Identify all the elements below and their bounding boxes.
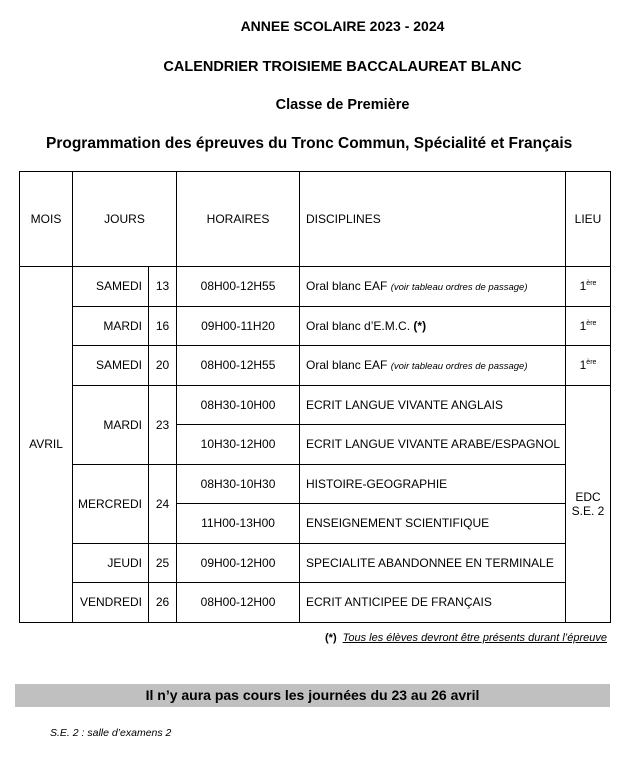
header-lieu: LIEU <box>566 172 611 267</box>
time-cell: 09H00-12H00 <box>177 543 300 583</box>
lieu-suffix: ère <box>586 359 597 367</box>
date-cell: 23 <box>149 385 177 464</box>
date-cell: 13 <box>149 267 177 307</box>
lieu-edc: EDC <box>575 489 601 504</box>
time-cell: 08H30-10H30 <box>177 464 300 504</box>
month-cell: AVRIL <box>20 267 73 623</box>
time-cell: 11H00-13H00 <box>177 504 300 544</box>
lieu-number: 1 <box>579 279 587 294</box>
day-cell: MERCREDI <box>73 464 149 543</box>
lieu-number: 1 <box>579 318 587 333</box>
lieu-se2: S.E. 2 <box>571 503 605 518</box>
time-cell: 08H30-10H00 <box>177 385 300 425</box>
discipline-text: Oral blanc EAF <box>306 279 388 294</box>
table-header-row <box>20 172 611 267</box>
school-year-title: ANNEE SCOLAIRE 2023 - 2024 <box>240 18 445 34</box>
header-horaires: HORAIRES <box>177 172 300 267</box>
header-disciplines: DISCIPLINES <box>300 172 566 267</box>
day-cell: VENDREDI <box>73 583 149 623</box>
passage-order-note: (voir tableau ordres de passage) <box>390 361 528 373</box>
date-cell: 16 <box>149 306 177 346</box>
program-title: Programmation des épreuves du Tronc Commun, Spécialité et Français <box>46 135 573 152</box>
lieu-suffix: ère <box>586 280 597 288</box>
date-cell: 26 <box>149 583 177 623</box>
discipline-text: Oral blanc EAF <box>306 358 388 373</box>
discipline-cell: ECRIT LANGUE VIVANTE ANGLAIS <box>300 385 566 425</box>
header-jours: JOURS <box>73 172 177 267</box>
lieu-cell-edc <box>566 385 611 622</box>
footnote-marker: (*) <box>325 632 337 644</box>
table-row <box>20 346 611 386</box>
class-title: Classe de Première <box>275 97 410 113</box>
date-cell: 24 <box>149 464 177 543</box>
no-class-banner: Il n’y aura pas cours les journées du 23 au 26 avril <box>15 684 610 707</box>
lieu-cell <box>566 267 611 307</box>
table-row <box>20 543 611 583</box>
time-cell: 08H00-12H55 <box>177 346 300 386</box>
lieu-number: 1 <box>579 358 587 373</box>
lieu-suffix: ère <box>586 319 597 327</box>
header-mois: MOIS <box>20 172 73 267</box>
day-cell: SAMEDI <box>73 267 149 307</box>
asterisk-marker: (*) <box>413 318 427 333</box>
passage-order-note: (voir tableau ordres de passage) <box>390 282 528 294</box>
exam-schedule-table <box>19 171 611 623</box>
discipline-cell: ENSEIGNEMENT SCIENTIFIQUE <box>300 504 566 544</box>
lieu-cell <box>566 306 611 346</box>
date-cell: 25 <box>149 543 177 583</box>
discipline-cell <box>300 267 566 307</box>
day-cell: MARDI <box>73 306 149 346</box>
time-cell: 08H00-12H55 <box>177 267 300 307</box>
discipline-cell: ECRIT LANGUE VIVANTE ARABE/ESPAGNOL <box>300 425 566 465</box>
discipline-cell: ECRIT ANTICIPEE DE FRANÇAIS <box>300 583 566 623</box>
discipline-cell <box>300 306 566 346</box>
date-cell: 20 <box>149 346 177 386</box>
calendar-title: CALENDRIER TROISIEME BACCALAUREAT BLANC <box>163 59 522 75</box>
time-cell: 10H30-12H00 <box>177 425 300 465</box>
day-cell: JEUDI <box>73 543 149 583</box>
table-row <box>20 385 611 425</box>
table-row <box>20 306 611 346</box>
se2-legend: S.E. 2 : salle d’examens 2 <box>50 727 172 739</box>
footnote-text: Tous les élèves devront être présents durant l’épreuve <box>342 632 607 644</box>
footnote <box>325 632 607 644</box>
day-cell: MARDI <box>73 385 149 464</box>
table-row <box>20 583 611 623</box>
lieu-cell <box>566 346 611 386</box>
time-cell: 08H00-12H00 <box>177 583 300 623</box>
table-row <box>20 464 611 504</box>
discipline-cell: HISTOIRE-GEOGRAPHIE <box>300 464 566 504</box>
discipline-text: Oral blanc d’E.M.C. <box>306 318 411 333</box>
day-cell: SAMEDI <box>73 346 149 386</box>
table-row <box>20 267 611 307</box>
discipline-cell: SPECIALITE ABANDONNEE EN TERMINALE <box>300 543 566 583</box>
time-cell: 09H00-11H20 <box>177 306 300 346</box>
discipline-cell <box>300 346 566 386</box>
